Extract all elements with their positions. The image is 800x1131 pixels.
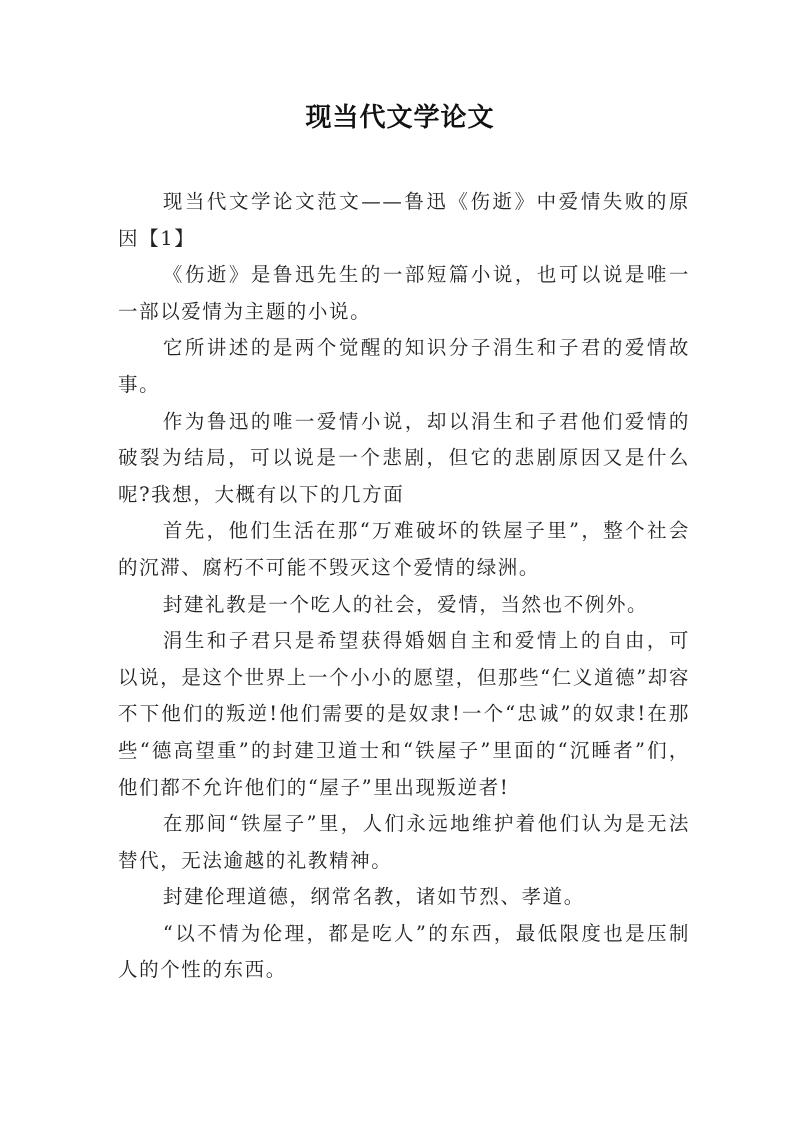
- document-title: 现当代文学论文: [305, 103, 495, 133]
- document-body: [118, 184, 690, 989]
- paragraph-4: 作为鲁迅的唯一爱情小说，却以涓生和子君他们爱情的破裂为结局，可以说是一个悲剧，但它的悲剧原因又是什么呢?我想，大概有以下的几方面: [118, 409, 690, 506]
- paragraph-5: 首先，他们生活在那“万难破坏的铁屋子里”，整个社会的沉滞、腐朽不可能不毁灭这个爱情的绿洲。: [118, 519, 690, 579]
- paragraph-7: 涓生和子君只是希望获得婚姻自主和爱情上的自由，可以说，是这个世界上一个小小的愿望，但那些“仁义道德”却容不下他们的叛逆!他们需要的是奴隶!一个“忠诚”的奴隶!在那些“德高望重”的封建卫道士和“铁屋子”里面的“沉睡者”们，他们都不允许他们的“屋子”里出现叛逆者!: [118, 629, 690, 799]
- paragraph-6: 封建礼教是一个吃人的社会，爱情，当然也不例外。: [162, 592, 649, 616]
- paragraph-9: 封建伦理道德，纲常名教，诸如节烈、孝道。: [162, 885, 585, 909]
- paragraph-8: 在那间“铁屋子”里，人们永远地维护着他们认为是无法替代，无法逾越的礼教精神。: [118, 812, 690, 872]
- paragraph-2: 《伤逝》是鲁迅先生的一部短篇小说，也可以说是唯一一部以爱情为主题的小说。: [118, 263, 690, 323]
- paragraph-10: “以不情为伦理，都是吃人”的东西，最低限度也是压制人的个性的东西。: [118, 921, 690, 982]
- paragraph-3: 它所讲述的是两个觉醒的知识分子涓生和子君的爱情故事。: [118, 336, 690, 396]
- paragraph-1: 现当代文学论文范文——鲁迅《伤逝》中爱情失败的原因【1】: [118, 190, 690, 250]
